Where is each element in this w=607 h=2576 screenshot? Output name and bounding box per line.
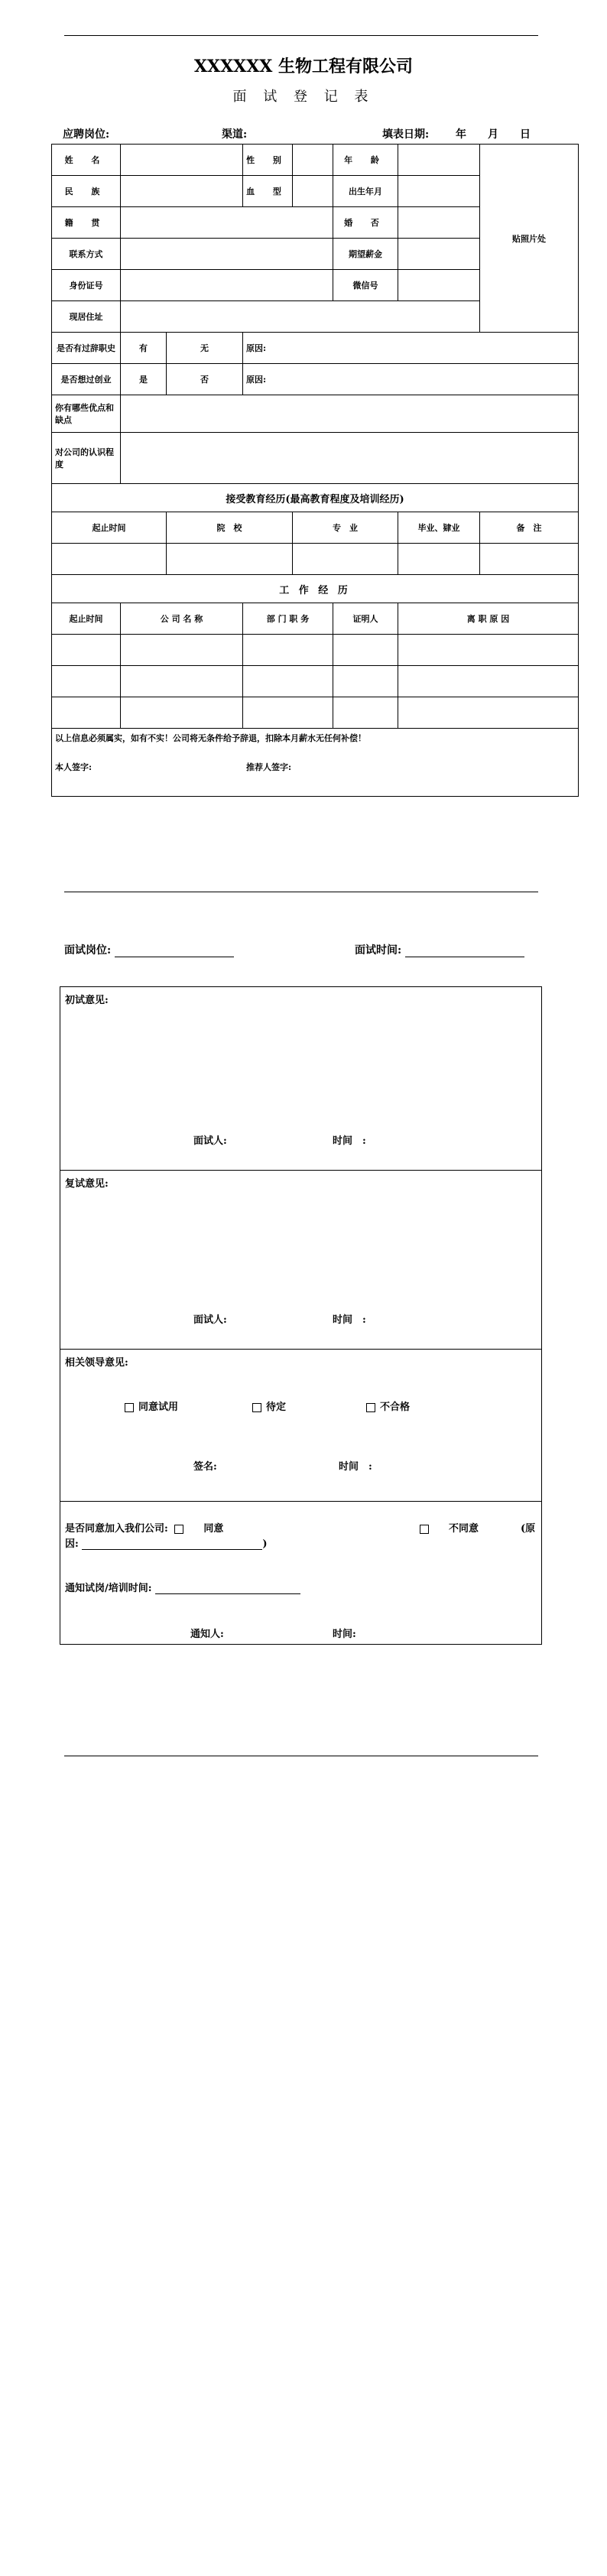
declaration-text: 以上信息必须属实，如有不实！公司将无条件给予辞退，扣除本月薪水无任何补偿！ [55, 733, 366, 743]
work-header-dept: 部 门 职 务 [243, 603, 333, 635]
label-origin: 籍 贯 [52, 207, 121, 239]
edu-cell[interactable] [398, 544, 480, 575]
input-ethnicity[interactable] [121, 176, 243, 207]
work-cell[interactable] [52, 697, 121, 729]
checkbox-icon [125, 1403, 134, 1412]
label-age: 年 龄 [333, 145, 398, 176]
notify-time-label: 时间: [333, 1629, 356, 1640]
work-cell[interactable] [398, 697, 579, 729]
edu-header-school: 院 校 [167, 512, 293, 544]
work-title: 工 作 经 历 [52, 575, 579, 603]
interview-time-field [355, 942, 524, 957]
photo-area: 贴照片处 [480, 145, 579, 333]
reason-input[interactable] [82, 1538, 262, 1550]
input-address[interactable] [121, 301, 480, 333]
declaration-box [52, 729, 579, 797]
label-salary: 期望薪金 [333, 239, 398, 270]
work-cell[interactable] [243, 697, 333, 729]
leader-time-label: 时间 : [339, 1461, 372, 1473]
edu-header-period: 起止时间 [52, 512, 167, 544]
second-opinion-label: 复试意见: [65, 1178, 109, 1190]
input-wechat[interactable] [398, 270, 480, 301]
company-name: XXXXXX 生物工程有限公司 [193, 57, 414, 76]
join-decision-section [60, 1502, 541, 1644]
edu-cell[interactable] [480, 544, 579, 575]
label-birth: 出生年月 [333, 176, 398, 207]
reason-open: (原 [521, 1523, 536, 1535]
label-address: 现居住址 [52, 301, 121, 333]
option-no[interactable]: 无 [167, 333, 243, 364]
join-question: 是否同意加入我们公司: 同意 [65, 1523, 224, 1535]
startup-reason[interactable]: 原因: [243, 364, 579, 395]
leader-opinion-section [60, 1350, 541, 1502]
input-married[interactable] [398, 207, 480, 239]
work-cell[interactable] [243, 635, 333, 666]
education-title: 接受教育经历(最高教育程度及培训经历) [52, 484, 579, 512]
agree-label: 同意 [203, 1523, 224, 1535]
first-opinion-label: 初试意见: [65, 995, 109, 1006]
work-cell[interactable] [121, 697, 243, 729]
interview-position-label: 面试岗位: [64, 944, 112, 957]
input-idcard[interactable] [121, 270, 333, 301]
option-yes[interactable]: 有 [121, 333, 167, 364]
registration-table [51, 144, 579, 797]
work-cell[interactable] [333, 697, 398, 729]
work-cell[interactable] [121, 666, 243, 697]
work-header-period: 起止时间 [52, 603, 121, 635]
input-contact[interactable] [121, 239, 333, 270]
first-interviewer-label: 面试人: [193, 1135, 227, 1147]
input-birth[interactable] [398, 176, 480, 207]
option-unqualified[interactable]: 不合格 [366, 1398, 410, 1413]
leader-sign-label: 签名: [193, 1461, 217, 1473]
option-pending[interactable]: 待定 [252, 1398, 286, 1413]
agree-checkbox[interactable] [174, 1525, 183, 1534]
date-day: 日 [520, 128, 531, 141]
disagree-option[interactable]: 不同意 [420, 1520, 479, 1535]
first-time-label: 时间 : [333, 1135, 366, 1147]
edu-cell[interactable] [293, 544, 398, 575]
work-cell[interactable] [333, 635, 398, 666]
input-name[interactable] [121, 145, 243, 176]
label-name: 姓 名 [52, 145, 121, 176]
label-blood: 血 型 [243, 176, 293, 207]
date-year: 年 [456, 128, 466, 141]
checkbox-icon [252, 1403, 261, 1412]
second-interviewer-label: 面试人: [193, 1314, 227, 1326]
edu-header-major: 专 业 [293, 512, 398, 544]
position-label: 应聘岗位: [63, 128, 110, 141]
interview-time-input[interactable] [405, 946, 524, 957]
work-cell[interactable] [243, 666, 333, 697]
interview-time-label: 面试时间: [355, 944, 402, 957]
work-header-reference: 证明人 [333, 603, 398, 635]
input-salary[interactable] [398, 239, 480, 270]
label-company-knowledge: 对公司的认识程度 [52, 433, 121, 484]
first-interview-section[interactable] [60, 987, 541, 1171]
notify-time-input[interactable] [155, 1583, 300, 1594]
checkbox-icon [420, 1525, 429, 1534]
notify-time-field: 通知试岗/培训时间: [65, 1580, 300, 1594]
input-strengths[interactable] [121, 395, 579, 433]
channel-label: 渠道: [222, 128, 248, 141]
second-interview-section[interactable] [60, 1171, 541, 1350]
label-wechat: 微信号 [333, 270, 398, 301]
edu-header-note: 备 注 [480, 512, 579, 544]
opinion-box [60, 986, 542, 1645]
work-cell[interactable] [398, 635, 579, 666]
work-cell[interactable] [121, 635, 243, 666]
input-blood[interactable] [293, 176, 333, 207]
date-month: 月 [488, 128, 498, 141]
label-idcard: 身份证号 [52, 270, 121, 301]
work-header-reason: 离 职 原 因 [398, 603, 579, 635]
form-title: 面 试 登 记 表 [232, 89, 375, 105]
reason-line: 因: ) [65, 1538, 268, 1550]
referrer-sign-label: 推荐人签字: [246, 762, 292, 772]
resigned-reason[interactable]: 原因: [243, 333, 579, 364]
work-cell[interactable] [52, 666, 121, 697]
work-cell[interactable] [398, 666, 579, 697]
option-startup-no[interactable]: 否 [167, 364, 243, 395]
label-ethnicity: 民 族 [52, 176, 121, 207]
input-age[interactable] [398, 145, 480, 176]
work-header-company: 公 司 名 称 [121, 603, 243, 635]
work-cell[interactable] [52, 635, 121, 666]
input-origin[interactable] [121, 207, 333, 239]
date-label: 填表日期: [382, 128, 430, 141]
label-contact: 联系方式 [52, 239, 121, 270]
interview-position-field [64, 942, 234, 957]
option-startup-yes[interactable]: 是 [121, 364, 167, 395]
edu-cell[interactable] [167, 544, 293, 575]
interview-position-input[interactable] [115, 946, 234, 957]
checkbox-icon [366, 1403, 375, 1412]
top-rule [64, 35, 538, 36]
notifier-label: 通知人: [190, 1629, 224, 1640]
label-married: 婚 否 [333, 207, 398, 239]
label-resigned: 是否有过辞职史 [52, 333, 121, 364]
input-gender[interactable] [293, 145, 333, 176]
input-company-knowledge[interactable] [121, 433, 579, 484]
label-startup: 是否想过创业 [52, 364, 121, 395]
leader-opinion-label: 相关领导意见: [65, 1357, 128, 1369]
edu-header-graduate: 毕业、肄业 [398, 512, 480, 544]
label-strengths: 你有哪些优点和缺点 [52, 395, 121, 433]
self-sign-label: 本人签字: [55, 762, 93, 772]
edu-cell[interactable] [52, 544, 167, 575]
second-time-label: 时间 : [333, 1314, 366, 1326]
option-approve-trial[interactable]: 同意试用 [125, 1398, 178, 1413]
label-gender: 性 别 [243, 145, 293, 176]
work-cell[interactable] [333, 666, 398, 697]
